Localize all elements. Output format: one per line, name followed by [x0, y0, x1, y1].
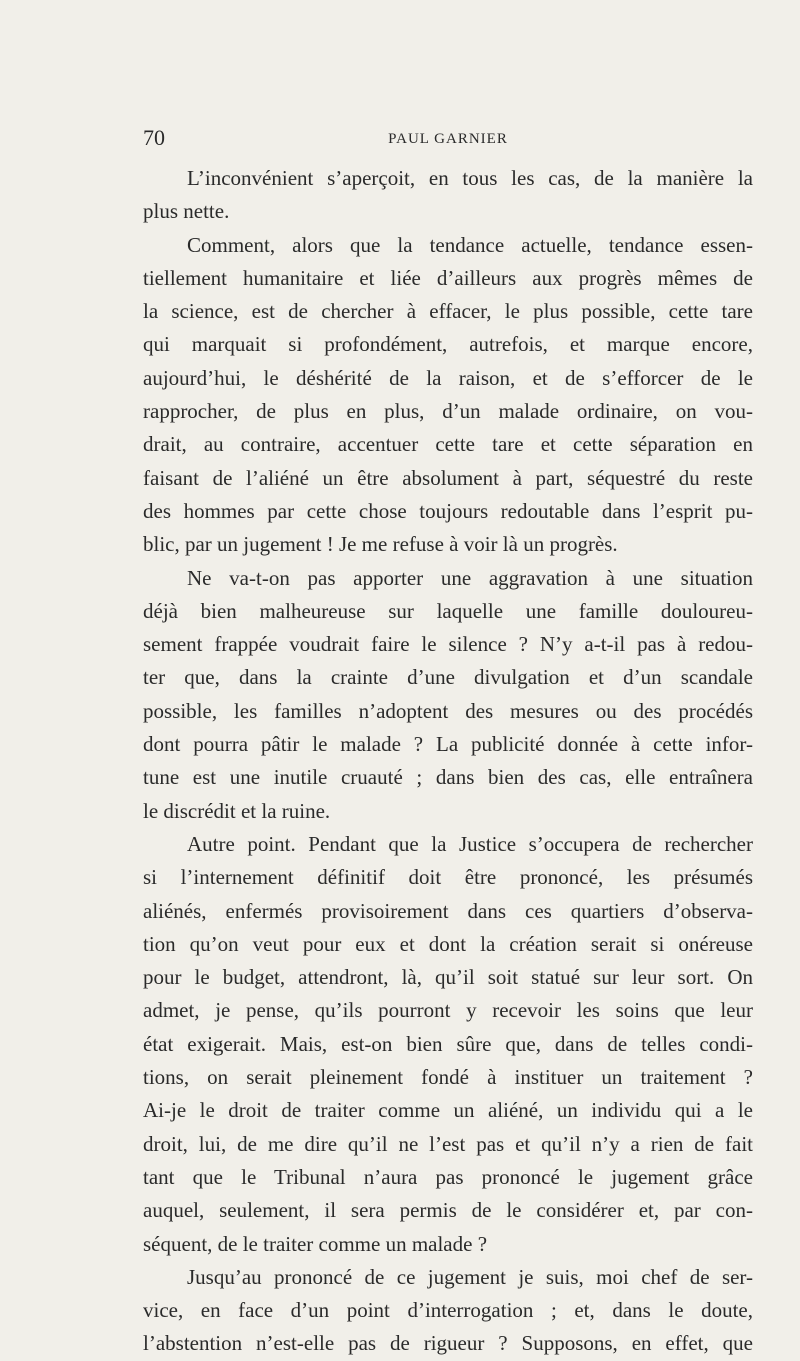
text-line: Autre point. Pendant que la Justice s’occupera de rechercher — [187, 831, 753, 856]
text-line: aliénés, enfermés provisoirement dans ces quartiers d’observa- — [143, 898, 753, 923]
page-header — [143, 126, 753, 150]
text-line: si l’internement définitif doit être prononcé, les présumés — [143, 865, 753, 890]
body-text — [143, 162, 753, 1361]
text-line: admet, je pense, qu’ils pourront y recevoir les soins que leur — [143, 998, 753, 1023]
text-line: rapprocher, de plus en plus, d’un malade ordinaire, on vou- — [143, 399, 753, 424]
text-line: droit, lui, de me dire qu’il ne l’est pas et qu’il n’y a rien de fait — [143, 1131, 753, 1156]
text-line: vice, en face d’un point d’interrogation ; et, dans le doute, — [143, 1298, 753, 1323]
text-line: Jusqu’au prononcé de ce jugement je suis, moi chef de ser- — [187, 1264, 753, 1289]
text-line: L’inconvénient s’aperçoit, en tous les cas, de la manière la — [187, 166, 753, 190]
text-line: état exigerait. Mais, est-on bien sûre que, dans de telles condi- — [143, 1031, 753, 1056]
text-line: drait, au contraire, accentuer cette tare et cette séparation en — [143, 432, 753, 457]
text-line: qui marquait si profondément, autrefois, et marque encore, — [143, 332, 753, 357]
text-line: Comment, alors que la tendance actuelle, tendance essen- — [187, 232, 753, 257]
text-line: Ne va-t-on pas apporter une aggravation à une situation — [187, 565, 753, 590]
text-line: ter que, dans la crainte d’une divulgation et d’un scandale — [143, 665, 753, 690]
text-line: auquel, seulement, il sera permis de le considérer et, par con- — [143, 1198, 753, 1223]
text-line: des hommes par cette chose toujours redoutable dans l’esprit pu- — [143, 498, 753, 523]
text-line: l’abstention n’est-elle pas de rigueur ? Supposons, en effet, que — [143, 1331, 753, 1356]
text-line: tion qu’on veut pour eux et dont la création serait si onéreuse — [143, 931, 753, 956]
text-line: la science, est de chercher à effacer, le plus possible, cette tare — [143, 299, 753, 324]
text-line: déjà bien malheureuse sur laquelle une famille douloureu- — [143, 598, 753, 623]
text-line: plus nette. — [143, 199, 230, 224]
text-line: aujourd’hui, le déshérité de la raison, et de s’efforcer de le — [143, 365, 753, 390]
text-line: blic, par un jugement ! Je me refuse à voir là un progrès. — [143, 532, 618, 557]
text-line: tune est une inutile cruauté ; dans bien des cas, elle entraînera — [143, 765, 753, 790]
text-line: tant que le Tribunal n’aura pas prononcé le jugement grâce — [143, 1164, 753, 1189]
text-line: sement frappée voudrait faire le silence ? N’y a-t-il pas à redou- — [143, 632, 753, 657]
text-line: possible, les familles n’adoptent des mesures ou des procédés — [143, 698, 753, 723]
text-line: séquent, de le traiter comme un malade ? — [143, 1231, 488, 1256]
running-head: PAUL GARNIER — [388, 131, 508, 147]
page-number: 70 — [143, 125, 165, 150]
text-line: tions, on serait pleinement fondé à instituer un traitement ? — [143, 1065, 753, 1090]
text-line: tiellement humanitaire et liée d’ailleurs aux progrès mêmes de — [143, 265, 753, 290]
text-line: le discrédit et la ruine. — [143, 798, 331, 823]
text-line: faisant de l’aliéné un être absolument à part, séquestré du reste — [143, 465, 753, 490]
text-line: pour le budget, attendront, là, qu’il soit statué sur leur sort. On — [143, 965, 753, 990]
text-line: dont pourra pâtir le malade ? La publicité donnée à cette infor- — [143, 732, 753, 757]
text-line: Ai-je le droit de traiter comme un aliéné, un individu qui a le — [143, 1098, 753, 1123]
